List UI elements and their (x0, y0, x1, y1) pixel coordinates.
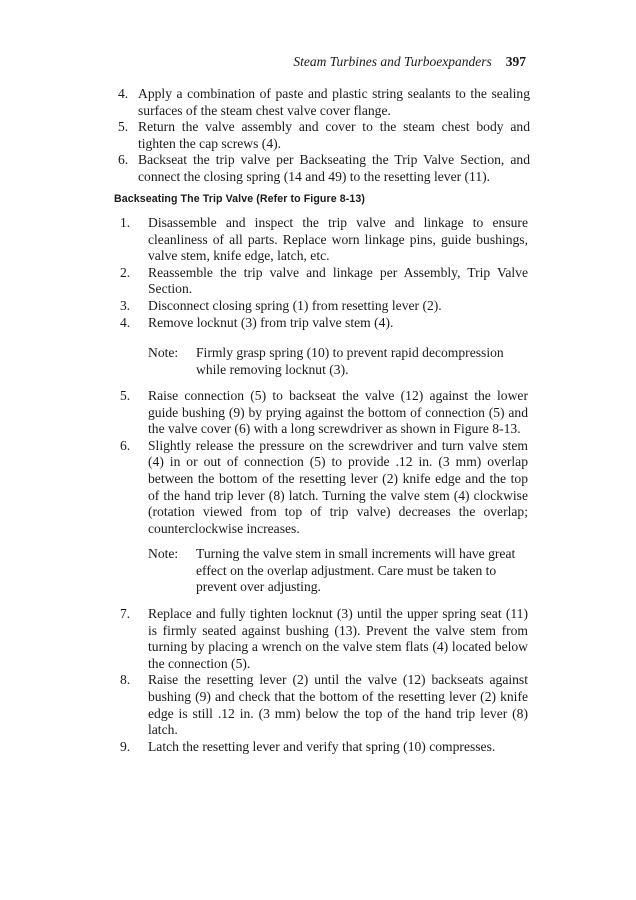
item-number: 7. (120, 606, 131, 621)
list-item (0, 119, 530, 152)
item-number: 8. (120, 672, 131, 688)
item-number: 1. (120, 215, 131, 230)
page-header (118, 54, 526, 70)
item-number: 5. (118, 119, 129, 135)
list-item (0, 86, 530, 119)
item-number: 2. (120, 264, 131, 280)
note-block (0, 345, 636, 378)
item-number: 9. (120, 738, 131, 754)
backseating-steps-list-final (0, 606, 636, 755)
assembly-steps-list (0, 86, 636, 186)
item-text: Raise connection (5) to backseat the valve (12) against the lower guide bushing (9) by prying against the bottom of connection (5) and the valve cover (6) with a long screwdriver as shown in Figure 8-13. (148, 388, 528, 437)
list-item (0, 438, 528, 538)
note-text: Firmly grasp spring (10) to prevent rapid decompression while removing locknut (3). (196, 345, 504, 377)
item-text: Disconnect closing spring (1) from resetting lever (2). (148, 297, 442, 313)
item-text: Return the valve assembly and cover to the steam chest body and tighten the cap screws (4). (138, 119, 530, 151)
list-item (0, 265, 528, 298)
backseating-steps-list (0, 215, 636, 331)
running-title: Steam Turbines and Turboexpanders (293, 54, 492, 69)
item-number: 4. (120, 314, 131, 330)
list-item (0, 388, 528, 438)
item-number: 5. (120, 388, 131, 403)
list-item (0, 215, 528, 265)
item-text: Replace and fully tighten locknut (3) until the upper spring seat (11) is firmly seated against bushing (13). Prevent the valve stem from turning by placing a wrench on the valve stem flats (4) located below the connection (5). (148, 606, 528, 671)
list-item (0, 672, 528, 738)
note-block (0, 546, 636, 596)
page-number: 397 (505, 54, 526, 69)
list-item (0, 152, 530, 185)
list-item (0, 606, 528, 672)
backseating-steps-list-cont (0, 388, 636, 537)
note (0, 546, 528, 596)
note-label: Note: (148, 546, 179, 561)
item-number: 6. (120, 437, 131, 453)
item-text: Apply a combination of paste and plastic string sealants to the sealing surfaces of the steam chest valve cover flange. (138, 86, 530, 118)
item-text: Reassemble the trip valve and linkage per Assembly, Trip Valve Section. (148, 264, 528, 297)
note (0, 345, 528, 378)
item-text: Disassemble and inspect the trip valve and linkage to ensure cleanliness of all parts. Replace worn linkage pins, guide bushings, valve stem, knife edge, latch, etc. (148, 215, 528, 264)
item-text: Latch the resetting lever and verify that spring (10) compresses. (148, 738, 496, 754)
list-item (0, 739, 528, 756)
item-text: Slightly release the pressure on the screwdriver and turn valve stem (4) in or out of connection (5) to provide .12 in. (3 mm) overlap between the bottom of the resetting lever (2) knife edge and the top of the hand trip lever (8) latch. Turning the valve stem (4) clockwise (rotation viewed from top of trip valve) decreases the overlap; counterclockwise increases. (148, 437, 528, 536)
note-label: Note: (148, 345, 179, 360)
item-number: 4. (118, 86, 129, 101)
item-number: 6. (118, 152, 129, 168)
item-text: Raise the resetting lever (2) until the valve (12) backseats against bushing (9) and check that the bottom of the resetting lever (2) knife edge is still .12 in. (3 mm) below the top of the hand trip lever (8) latch. (148, 672, 528, 738)
item-text: Backseat the trip valve per Backseating the Trip Valve Section, and connect the closing spring (14 and 49) to the resetting lever (11). (138, 152, 530, 184)
section-heading: Backseating The Trip Valve (Refer to Figure 8-13) (114, 193, 365, 205)
list-item (0, 298, 528, 315)
note-text: Turning the valve stem in small increments will have great effect on the overlap adjustment. Care must be taken to prevent over adjusting. (196, 546, 516, 595)
list-item (0, 315, 528, 332)
item-number: 3. (120, 297, 131, 313)
item-text: Remove locknut (3) from trip valve stem (4). (148, 314, 394, 330)
